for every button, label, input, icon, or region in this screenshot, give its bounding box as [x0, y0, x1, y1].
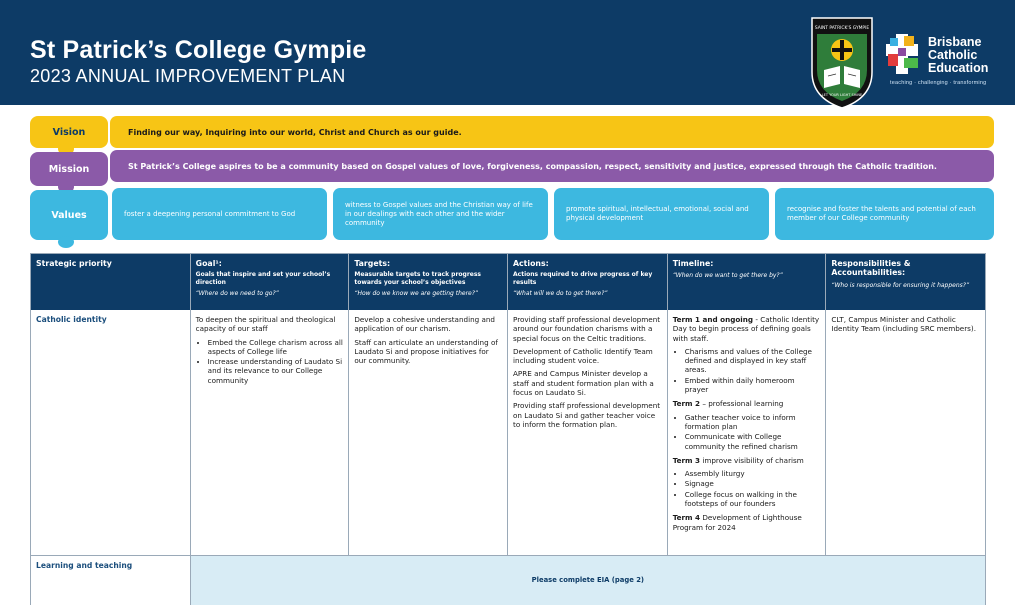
- header-question: “Where do we need to go?”: [195, 290, 279, 298]
- term-text: improve visibility of charism: [700, 455, 804, 465]
- value-item: [333, 188, 548, 240]
- term-text: – professional learning: [700, 399, 784, 409]
- header-cell-goal: [191, 254, 350, 310]
- term-label: Term 3: [672, 455, 701, 465]
- target-text: Develop a cohesive understanding and application of our charism.: [354, 315, 495, 334]
- mission-text: St Patrick’s College aspires to be a community based on Gospel values of love, forgiveness, compassion, respect, sensitivity and justice, expressed through the Catholic tradition.: [128, 161, 937, 171]
- term2-bullet-list: [685, 413, 821, 451]
- responsibilities-cell: [826, 310, 985, 556]
- header-banner: [0, 0, 1015, 105]
- list-item: • Charisms and values of the College defined and displayed in key staff areas.: [685, 347, 821, 375]
- term-label: Term 1 and ongoing: [672, 315, 754, 324]
- term1-bullet-list: [685, 347, 821, 394]
- header-title: Actions:: [513, 259, 549, 268]
- header-cell-timeline: [668, 254, 827, 310]
- list-item: • Assembly liturgy: [685, 469, 821, 478]
- term3-bullet-list: [685, 469, 821, 508]
- list-item: • Embed the College charism across all aspects of College life: [208, 338, 344, 357]
- bce-name-line1: Brisbane: [928, 35, 982, 49]
- header-title: Timeline:: [672, 259, 714, 268]
- header-subtitle: Goals that inspire and set your school’s direction: [195, 271, 331, 286]
- vision-text: Finding our way, Inquiring into our world, Christ and Church as our guide.: [128, 127, 462, 137]
- header-question: “When do we want to get there by?”: [672, 272, 783, 280]
- timeline-term1: [673, 315, 821, 343]
- bce-name-line2: Catholic: [928, 48, 978, 62]
- priority-label: Learning and teaching: [36, 561, 133, 570]
- value-text: foster a deepening personal commitment to God: [124, 209, 296, 218]
- crest-motto: LET YOUR LIGHT SHINE: [821, 93, 863, 97]
- value-text: recognise and foster the talents and potential of each member of our College community: [787, 205, 976, 222]
- header-question: “Who is responsible for ensuring it happens?”: [831, 281, 970, 289]
- responsibilities-text: CLT, Campus Minister and Catholic Identity Team (including SRC members).: [831, 315, 976, 334]
- list-item: • Embed within daily homeroom prayer: [685, 376, 821, 395]
- list-item: • Signage: [685, 479, 821, 488]
- vision-bar: [110, 116, 994, 148]
- header-title: Strategic priority: [36, 259, 112, 268]
- header-subtitle: Measurable targets to track progress towards your school’s objectives: [354, 271, 481, 286]
- term-text: Development of Lighthouse Program for 2024: [672, 513, 802, 532]
- values-label-piece: [30, 190, 108, 240]
- values-label: Values: [51, 209, 87, 221]
- eia-note: Please complete EIA (page 2): [531, 576, 645, 585]
- page-title: St Patrick’s College Gympie: [30, 36, 367, 64]
- header-title: Responsibilities & Accountabilities:: [831, 259, 911, 278]
- mission-bar: [110, 150, 994, 182]
- value-text: promote spiritual, intellectual, emotional, social and physical development: [566, 205, 749, 222]
- value-item: [554, 188, 769, 240]
- bce-name-line3: Education: [928, 61, 989, 75]
- term-label: Term 2: [672, 399, 701, 409]
- priority-cell: [31, 310, 191, 556]
- header-title: Targets:: [354, 259, 391, 268]
- bce-tagline: teaching · challenging · transforming: [890, 80, 987, 86]
- header-cell-targets: [349, 254, 508, 310]
- priority-label: Catholic identity: [36, 315, 107, 324]
- header-cell-actions: [508, 254, 668, 310]
- list-item: • Increase understanding of Laudato Si and its relevance to our College community: [208, 357, 344, 385]
- timeline-term3: [673, 456, 821, 465]
- header-title: Goal¹:: [195, 259, 222, 268]
- college-crest-logo: [806, 12, 878, 110]
- timeline-term2: [673, 399, 821, 408]
- goal-intro: To deepen the spiritual and theological capacity of our staff: [195, 315, 336, 334]
- header-cell-responsibilities: [826, 254, 985, 310]
- page-subtitle: 2023 ANNUAL IMPROVEMENT PLAN: [30, 66, 346, 86]
- table-row-catholic-identity: [31, 310, 985, 556]
- vision-label: Vision: [52, 126, 86, 138]
- action-text: APRE and Campus Minister develop a staff and student formation plan with a focus on Laudato Si.: [513, 369, 654, 398]
- term-text: - Catholic Identity Day to begin process of defining goals with staff.: [672, 315, 820, 343]
- timeline-cell: [668, 310, 827, 556]
- bce-name: [928, 36, 988, 75]
- action-text: Development of Catholic Identify Team including student voice.: [513, 346, 653, 366]
- term-label: Term 4: [672, 513, 701, 523]
- improvement-plan-table: [30, 253, 986, 605]
- header-question: “How do we know we are getting there?”: [354, 290, 479, 298]
- crest-top-text: SAINT PATRICK'S GYMPIE: [814, 26, 870, 31]
- table-row-learning-teaching: [31, 556, 985, 605]
- header-subtitle: Actions required to drive progress of key results: [513, 271, 653, 286]
- value-item: [112, 188, 327, 240]
- value-item: [775, 188, 994, 240]
- eia-note-cell: [191, 556, 985, 605]
- list-item: • Communicate with College community the refined charism: [685, 432, 821, 451]
- header-question: “What will we do to get there?”: [513, 290, 608, 298]
- list-item: • College focus on walking in the footsteps of our founders: [685, 490, 821, 509]
- value-text: witness to Gospel values and the Christian way of life in our dealings with each other and the wider community: [345, 200, 533, 227]
- list-item: • Gather teacher voice to inform formation plan: [685, 413, 821, 432]
- goal-bullet-list: [208, 338, 344, 385]
- table-header-row: [31, 254, 985, 310]
- mission-label: Mission: [48, 163, 90, 175]
- actions-cell: [508, 310, 668, 556]
- target-text: Staff can articulate an understanding of Laudato Si and propose initiatives for our community.: [354, 337, 498, 366]
- timeline-term4: [673, 513, 821, 532]
- priority-cell: [31, 556, 191, 605]
- action-text: Providing staff professional development on Laudato Si and gather teacher voice to inform the formation plan.: [513, 401, 661, 429]
- puzzle-knob: [58, 236, 74, 248]
- bce-cross-icon: [884, 32, 922, 76]
- goal-cell: [191, 310, 350, 556]
- header-cell-strategic-priority: [31, 254, 191, 310]
- targets-cell: [349, 310, 508, 556]
- action-text: Providing staff professional development around our foundation charisms with a special focus on the Celtic traditions.: [513, 315, 661, 343]
